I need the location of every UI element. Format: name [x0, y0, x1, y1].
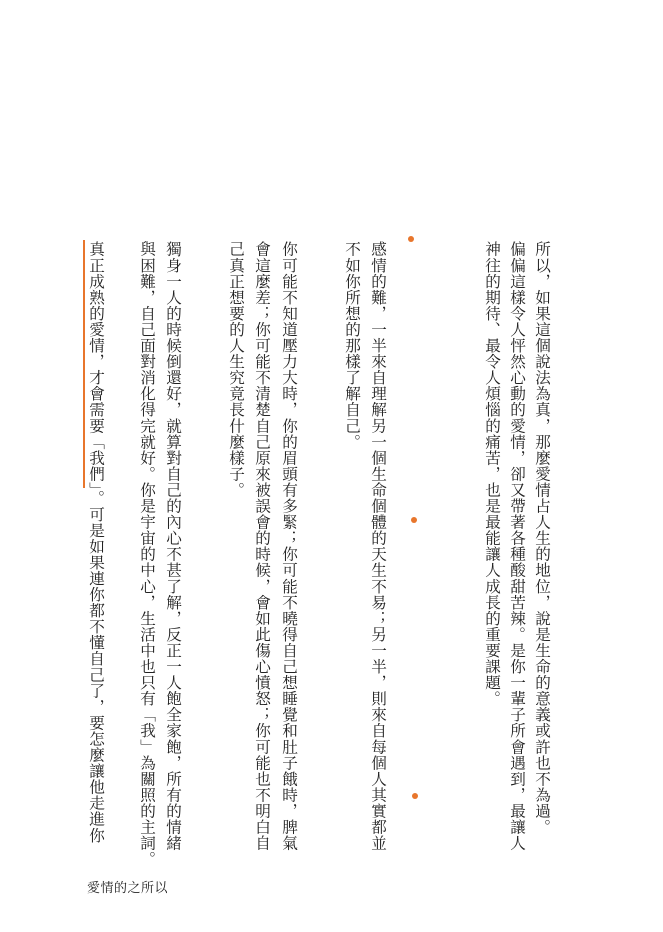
text-column-11: 真正成熟的愛情，才會需要「我們」。可是如果連你都不懂自己了，要怎麼讓他走進你 [87, 241, 105, 844]
text-column-9: 獨身一人的時候倒還好，就算對自己的內心不甚了解，反正一人飽全家飽，所有的情緒 [164, 241, 182, 851]
paragraph-marker-dot [408, 236, 414, 242]
running-footer-title: 愛情的之所以 [87, 881, 169, 896]
paragraph-marker-dot [412, 793, 418, 799]
paragraph-marker-dot [411, 517, 417, 523]
text-column-6: 你可能不知道壓力大時，你的眉頭有多緊；你可能不曉得自己想睡覺和肚子餓時，脾氣 [280, 241, 298, 851]
text-column-1: 所以，如果這個說法為真，那麼愛情占人生的地位，說是生命的意義或許也不為過。 [533, 241, 551, 835]
text-column-4: 感情的難，一半來自理解另一個生命個體的天生不易；另一半，則來自每個人其實都並 [369, 241, 387, 851]
text-column-3: 神往的期待、最令人煩惱的痛苦，也是最能讓人成長的重要課題。 [483, 241, 501, 707]
text-column-10: 與困難，自己面對消化得完就好。你是宇宙的中心，生活中也只有「我」為關照的主詞。 [138, 241, 156, 867]
text-column-2: 偏偏這樣令人怦然心動的愛情，卻又帶著各種酸甜苦辣。是你一輩子所會遇到，最讓人 [508, 241, 526, 851]
text-column-8: 己真正想要的人生究竟長什麼樣子。 [227, 241, 245, 498]
text-column-7: 會這麼差；你可能不清楚自己原來被誤會的時候，會如此傷心憤怒；你可能也不明白自 [253, 241, 271, 851]
text-column-5: 不如你所想的那樣了解自己。 [343, 241, 361, 450]
